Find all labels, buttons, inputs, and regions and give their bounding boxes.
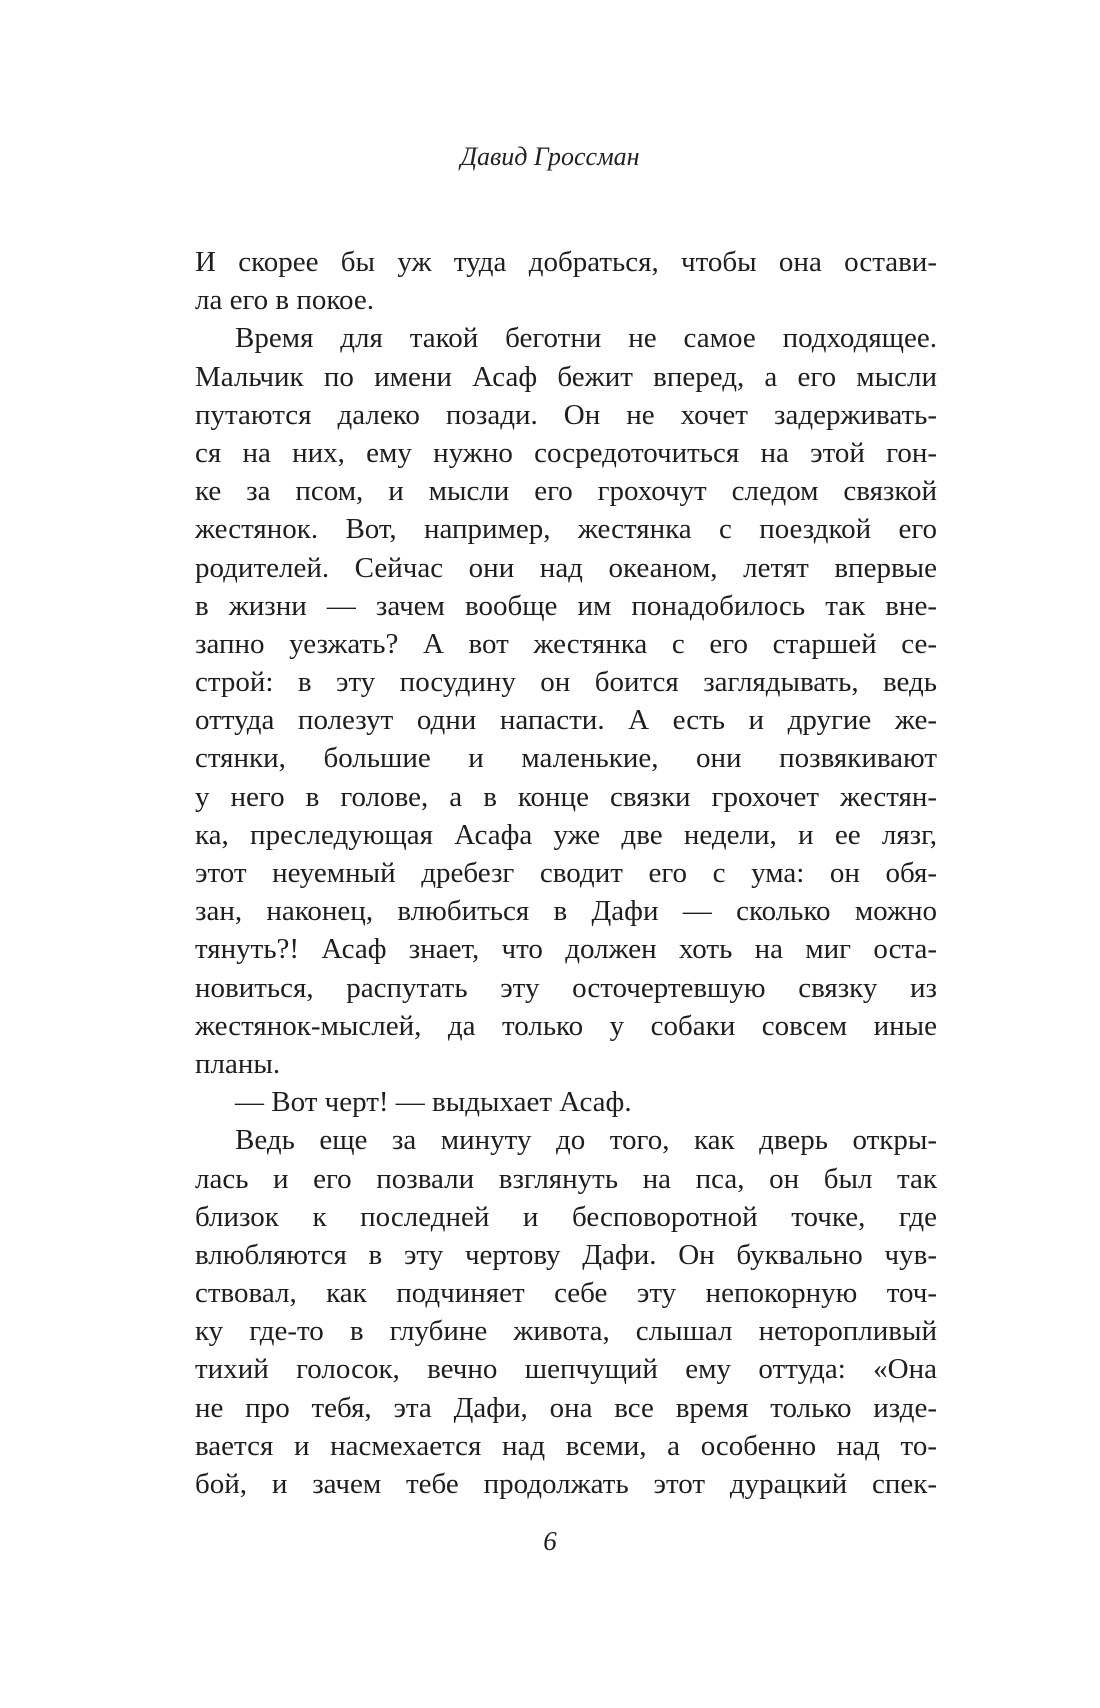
text-line: новиться, распутать эту осточертевшую связку из xyxy=(195,971,937,1004)
text-line: Мальчик по имени Асаф бежит вперед, а его мысли xyxy=(195,360,937,393)
text-line: стянки, большие и маленькие, они позвякивают xyxy=(195,742,937,775)
text-line: бой, и зачем тебе продолжать этот дурацкий спек- xyxy=(195,1468,937,1500)
text-line: ся на них, ему нужно сосредоточиться на этой гон- xyxy=(195,436,937,469)
text-line: в жизни — зачем вообще им понадобилось так вне- xyxy=(195,589,937,622)
running-head-author: Давид Гроссман xyxy=(460,142,640,171)
text-line: близок к последней и бесповоротной точке, где xyxy=(195,1200,937,1233)
text-line: ствовал, как подчиняет себе эту непокорную точ- xyxy=(195,1277,937,1310)
text-line: жестянок. Вот, например, жестянка с поездкой его xyxy=(195,513,937,546)
text-line: лась и его позвали взглянуть на пса, он был так xyxy=(195,1162,937,1195)
text-line: вается и насмехается над всеми, а особенно над то- xyxy=(195,1429,937,1462)
text-line: ке за псом, и мысли его грохочут следом связкой xyxy=(195,475,937,508)
text-line: путаются далеко позади. Он не хочет задерживать- xyxy=(195,398,937,431)
text-line: тянуть?! Асаф знает, что должен хоть на миг оста- xyxy=(195,933,937,966)
text-line: жестянок-мыслей, да только у собаки совсем иные xyxy=(195,1009,937,1042)
text-line: — Вот черт! — выдыхает Асаф. xyxy=(235,1086,632,1119)
text-line: влюбляются в эту чертову Дафи. Он буквально чув- xyxy=(195,1238,937,1271)
body-text xyxy=(195,243,937,1503)
page-number: 6 xyxy=(543,1526,557,1556)
text-line: Время для такой беготни не самое подходящее. xyxy=(235,322,937,355)
text-line: ка, преследующая Асафа уже две недели, и ее лязг, xyxy=(195,818,937,851)
text-line: этот неуемный дребезг сводит его с ума: он обя- xyxy=(195,857,937,889)
text-line: зан, наконец, влюбиться в Дафи — сколько можно xyxy=(195,895,937,928)
text-line: планы. xyxy=(195,1047,281,1080)
text-line: родителей. Сейчас они над океаном, летят впервые xyxy=(195,551,937,584)
text-line: тихий голосок, вечно шепчущий ему оттуда: «Она xyxy=(195,1353,937,1386)
text-line: запно уезжать? А вот жестянка с его старшей се- xyxy=(195,627,937,660)
text-line: ла его в покое. xyxy=(195,284,374,317)
text-line: строй: в эту посудину он боится заглядывать, ведь xyxy=(195,666,937,699)
text-line: Ведь еще за минуту до того, как дверь откры- xyxy=(235,1124,937,1157)
text-line: ку где-то в глубине живота, слышал неторопливый xyxy=(195,1315,937,1348)
text-line: не про тебя, эта Дафи, она все время только изде- xyxy=(195,1391,937,1424)
text-line: И скорее бы уж туда добраться, чтобы она остави- xyxy=(195,246,937,278)
text-line: оттуда полезут одни напасти. А есть и другие же- xyxy=(195,704,937,737)
text-line: у него в голове, а в конце связки грохочет жестян- xyxy=(195,780,937,813)
